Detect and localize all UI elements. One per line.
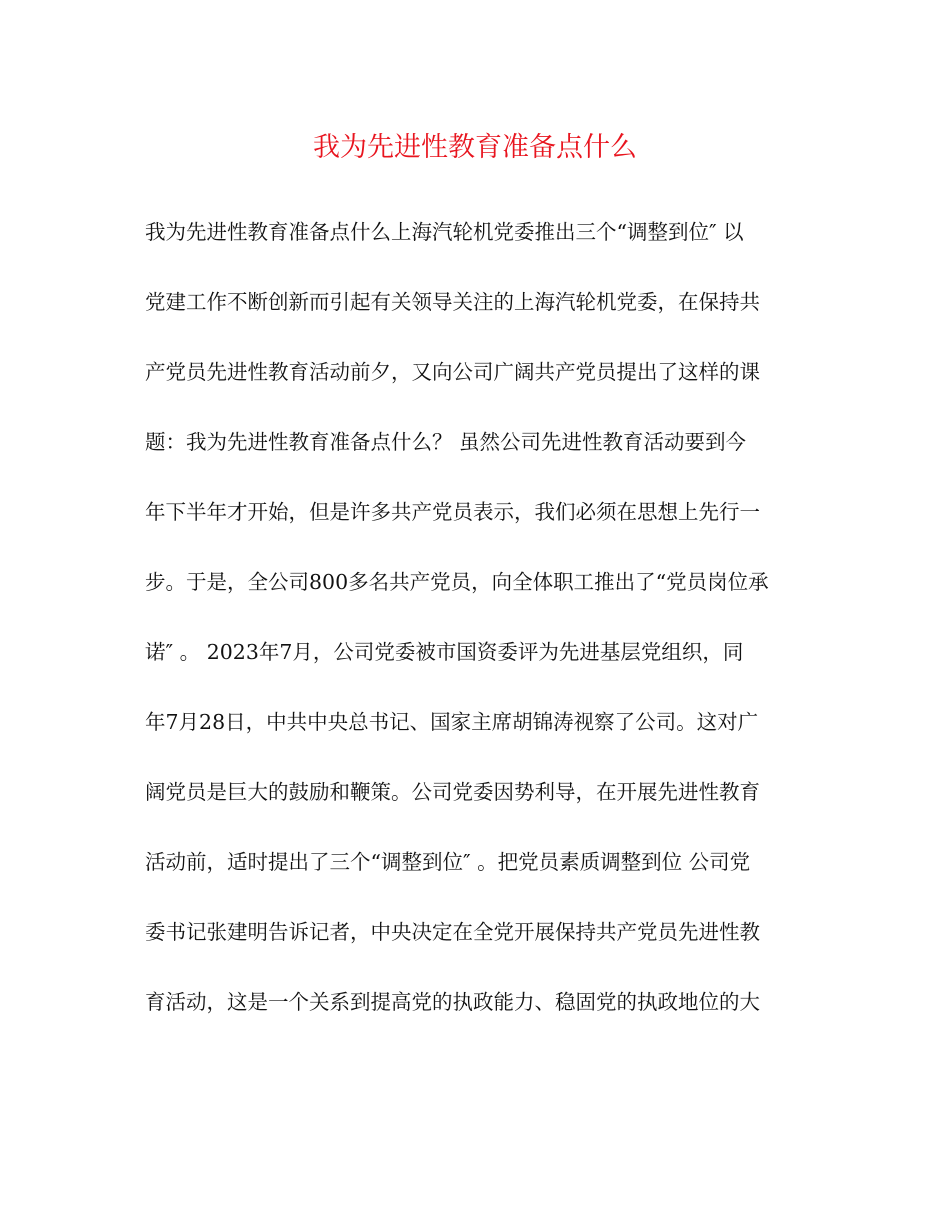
body-line: 阔党员是巨大的鼓励和鞭策。公司党委因势利导，在开展先进性教育 <box>145 780 760 804</box>
body-line: 年下半年才开始，但是许多共产党员表示，我们必须在思想上先行一 <box>145 500 760 524</box>
body-line: 活动前，适时提出了三个“调整到位″ 。把党员素质调整到位 公司党 <box>145 850 751 874</box>
document-title: 我为先进性教育准备点什么 <box>313 132 637 163</box>
body-line: 步。于是，全公司800多名共产党员，向全体职工推出了“党员岗位承 <box>145 570 769 594</box>
body-line: 产党员先进性教育活动前夕，又向公司广阔共产党员提出了这样的课 <box>145 360 760 384</box>
body-line: 年7月28日，中共中央总书记、国家主席胡锦涛视察了公司。这对广 <box>145 710 759 734</box>
body-line: 党建工作不断创新而引起有关领导关注的上海汽轮机党委，在保持共 <box>145 290 760 314</box>
body-line: 诺″ 。 2023年7月，公司党委被市国资委评为先进基层党组织，同 <box>145 640 744 664</box>
body-line: 题：我为先进性教育准备点什么？ 虽然公司先进性教育活动要到今 <box>145 430 747 454</box>
document-body <box>145 212 815 1052</box>
body-line: 育活动，这是一个关系到提高党的执政能力、稳固党的执政地位的大 <box>145 990 760 1014</box>
body-line: 委书记张建明告诉记者，中央决定在全党开展保持共产党员先进性教 <box>145 920 760 944</box>
body-line: 我为先进性教育准备点什么上海汽轮机党委推出三个“调整到位″ 以 <box>145 220 744 244</box>
